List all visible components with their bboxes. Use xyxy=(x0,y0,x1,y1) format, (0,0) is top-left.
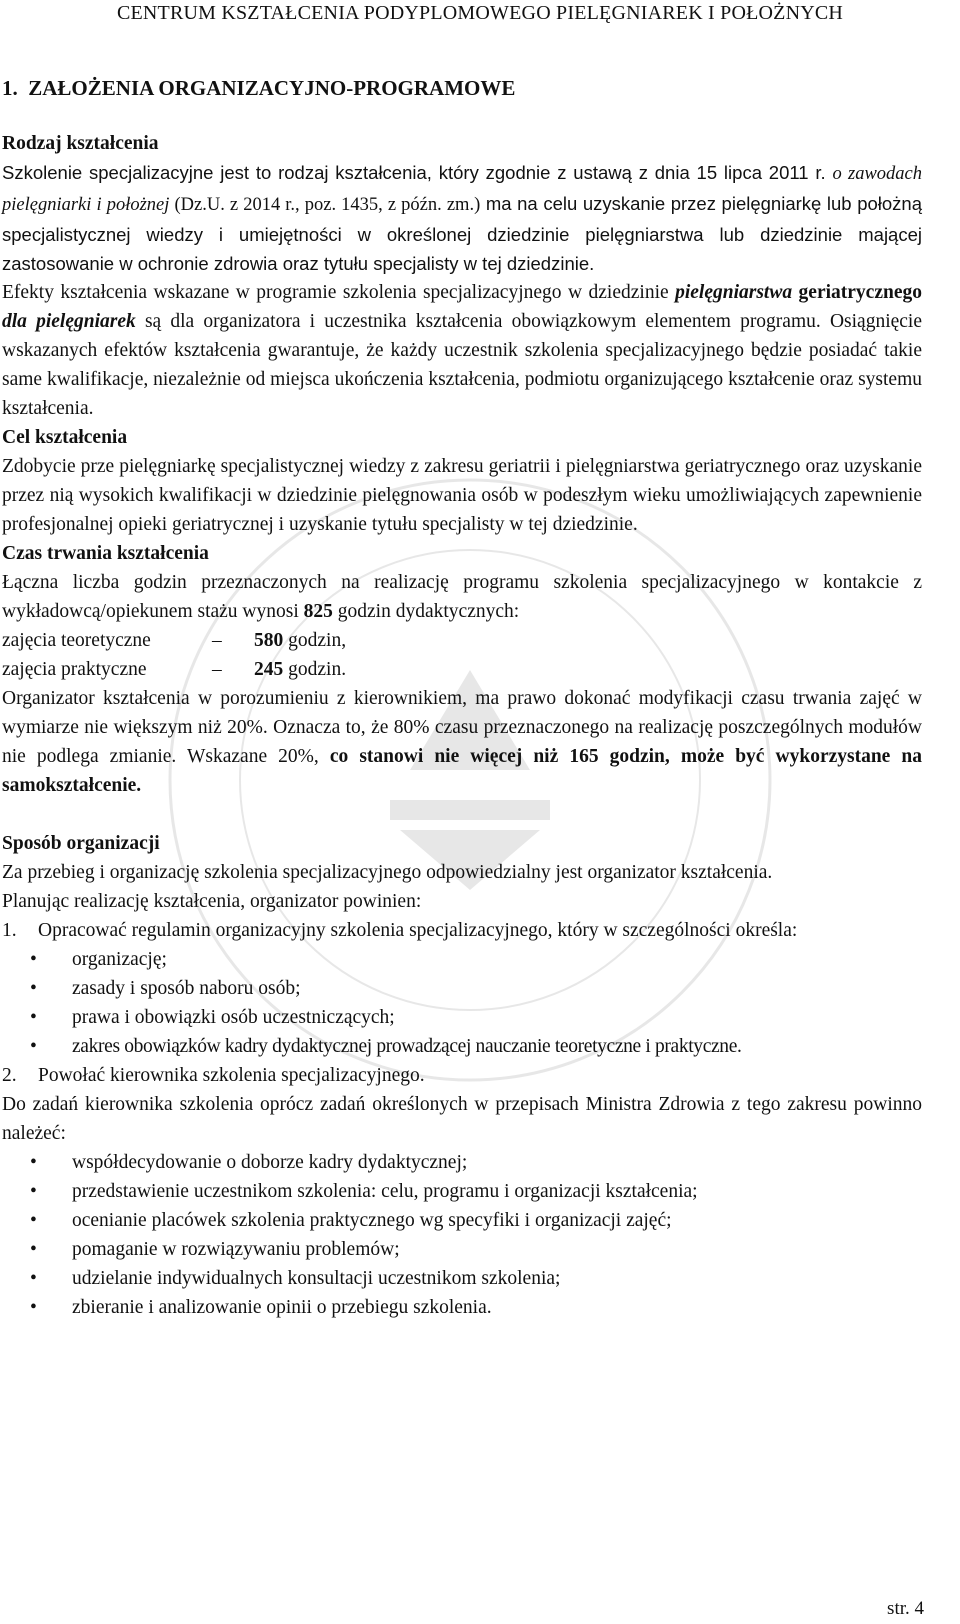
list-item: • organizację; xyxy=(2,945,922,974)
organizer-steps-list-2 xyxy=(2,1061,922,1090)
list-item: • pomaganie w rozwiązywaniu problemów; xyxy=(2,1235,922,1264)
paragraph-sposob-1: Za przebieg i organizację szkolenia specjalizacyjnego odpowiedzialny jest organizator kształcenia. xyxy=(2,862,773,883)
hours-row: zajęcia teoretyczne – 580 godzin, xyxy=(2,630,347,651)
paragraph-rodzaj-2: Efekty kształcenia wskazane w programie szkolenia specjalizacyjnego w dziedzinie pielęgniarstwa geriatrycznego dla pielęgniarek są dla organizatora i uczestnika kształcenia obowiązkowym elementem programu. Osiągnięcie wskazanych efektów kształcenia gwarantuje, że każdy uczestnik szkolenia specjalizacyjnego będzie posiadać takie same kwalifikacje, niezależnie od miejsca ukończenia kształcenia, podmiotu organizującego kształcenie oraz systemu kształcenia. xyxy=(2,282,923,419)
hours-row: zajęcia praktyczne – 245 godzin. xyxy=(2,659,347,680)
list-item: • współdecydowanie o doborze kadry dydaktycznej; xyxy=(2,1148,922,1177)
section-title-text: ZAŁOŻENIA ORGANIZACYJNO-PROGRAMOWE xyxy=(28,76,516,100)
paragraph-rodzaj-1: Szkolenie specjalizacyjne jest to rodzaj kształcenia, który zgodnie z ustawą z dnia 15 lipca 2011 r. o zawodach pielęgniarki i położnej (Dz.U. z 2014 r., poz. 1435, z późn. zm.) ma na celu uzyskanie przez pielęgniarkę lub położną specjalistycznej wiedzy i umiejętności w określonej dziedzinie pielęgniarstwa lub dziedzinie mającej zastosowanie w ochronie zdrowia oraz tytułu specjalisty w tej dziedzinie. xyxy=(2,162,923,274)
paragraph-sposob-3: Do zadań kierownika szkolenia oprócz zadań określonych w przepisach Ministra Zdrowia z tego zakresu powinno należeć: xyxy=(2,1094,922,1144)
regulamin-list xyxy=(2,945,922,1061)
list-item: • udzielanie indywidualnych konsultacji uczestnikom szkolenia; xyxy=(2,1264,922,1293)
heading-czas: Czas trwania kształcenia xyxy=(2,543,209,564)
heading-rodzaj: Rodzaj kształcenia xyxy=(2,133,159,154)
bullet-icon: • xyxy=(30,1152,37,1173)
bullet-icon: • xyxy=(30,949,37,970)
bullet-icon: • xyxy=(30,1239,37,1260)
paragraph-czas-intro: Łączna liczba godzin przeznaczonych na realizację programu szkolenia specjalizacyjnego w kontakcie z wykładowcą/opiekunem stażu wynosi 825 godzin dydaktycznych: xyxy=(2,572,922,622)
main-content xyxy=(2,74,922,1322)
bullet-icon: • xyxy=(30,1036,37,1057)
bullet-icon: • xyxy=(30,1297,37,1318)
bullet-icon: • xyxy=(30,1181,37,1202)
list-item: • zasady i sposób naboru osób; xyxy=(2,974,922,1003)
list-item: • zakres obowiązków kadry dydaktycznej prowadzącej nauczanie teoretyczne i praktyczne. xyxy=(2,1032,922,1061)
section-number: 1. xyxy=(2,76,18,100)
list-item: • zbieranie i analizowanie opinii o przebiegu szkolenia. xyxy=(2,1293,922,1322)
page-number: str. 4 xyxy=(887,1598,924,1619)
kierownik-tasks-list xyxy=(2,1148,922,1322)
section-title xyxy=(2,74,922,103)
paragraph-sposob-2: Planując realizację kształcenia, organizator powinien: xyxy=(2,891,422,912)
bullet-icon: • xyxy=(30,1007,37,1028)
heading-cel: Cel kształcenia xyxy=(2,427,128,448)
hours-table xyxy=(2,626,346,684)
bullet-icon: • xyxy=(30,978,37,999)
list-item: 1. Opracować regulamin organizacyjny szkolenia specjalizacyjnego, który w szczególności określa: xyxy=(2,920,798,941)
paragraph-czas-note: Organizator kształcenia w porozumieniu z kierownikiem, ma prawo dokonać modyfikacji czasu trwania zajęć w wymiarze nie większym niż 20%. Oznacza to, że 80% czasu przeznaczonego na realizację poszczególnych modułów nie podlega zmianie. Wskazane 20%, co stanowi nie więcej niż 165 godzin, może być wykorzystane na samokształcenie. xyxy=(2,688,922,796)
organizer-steps-list xyxy=(2,916,922,945)
bullet-icon: • xyxy=(30,1210,37,1231)
heading-sposob: Sposób organizacji xyxy=(2,833,160,854)
bullet-icon: • xyxy=(30,1268,37,1289)
paragraph-cel: Zdobycie prze pielęgniarkę specjalistycznej wiedzy z zakresu geriatrii i pielęgniarstwa geriatrycznego oraz uzyskanie przez nią wysokich kwalifikacji w dziedzinie pielęgnowania osób w podeszłym wieku umożliwiających zapewnienie profesjonalnej opieki geriatrycznej i uzyskanie tytułu specjalisty w tej dziedzinie. xyxy=(2,456,922,535)
list-item: • prawa i obowiązki osób uczestniczących; xyxy=(2,1003,922,1032)
page-header: CENTRUM KSZTAŁCENIA PODYPLOMOWEGO PIELĘGNIAREK I POŁOŻNYCH xyxy=(116,2,844,24)
list-item: 2. Powołać kierownika szkolenia specjalizacyjnego. xyxy=(2,1065,425,1086)
list-item: • przedstawienie uczestnikom szkolenia: celu, programu i organizacji kształcenia; xyxy=(2,1177,922,1206)
list-item: • ocenianie placówek szkolenia praktycznego wg specyfiki i organizacji zajęć; xyxy=(2,1206,922,1235)
